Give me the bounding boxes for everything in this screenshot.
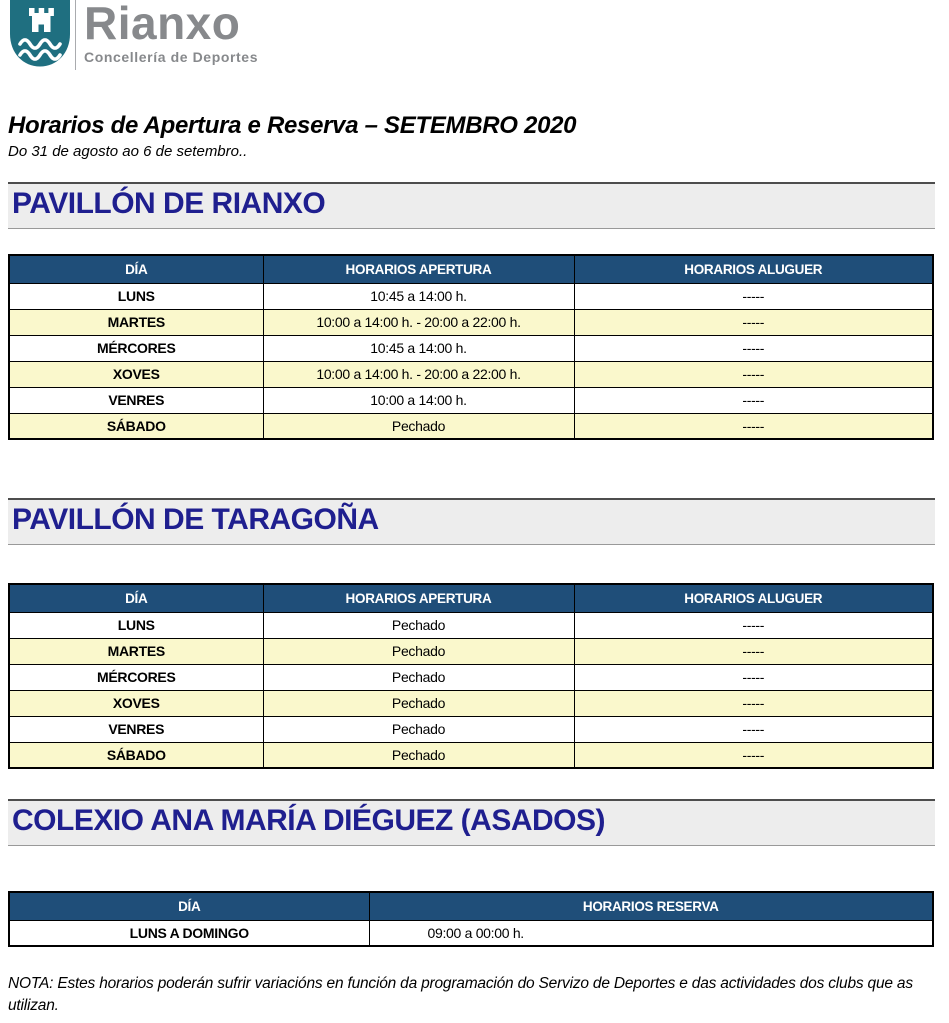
hours-cell: ----- (574, 387, 933, 413)
table-row (9, 664, 933, 690)
hours-cell: ----- (574, 716, 933, 742)
column-header: HORARIOS APERTURA (263, 255, 574, 283)
castle-waves-shield-icon (10, 0, 70, 68)
column-header: HORARIOS ALUGUER (574, 255, 933, 283)
day-cell: VENRES (9, 387, 263, 413)
hours-cell: ----- (574, 742, 933, 768)
section-title: COLEXIO ANA MARÍA DIÉGUEZ (ASADOS) (12, 804, 606, 837)
table-row (9, 361, 933, 387)
table-row (9, 920, 933, 946)
hours-cell: 10:00 a 14:00 h. - 20:00 a 22:00 h. (263, 309, 574, 335)
horarios-table-rianxo (8, 254, 934, 440)
logo-department-label: Concellería de Deportes (84, 49, 259, 65)
rianxo-logo (2, 0, 935, 72)
table-row (9, 612, 933, 638)
horarios-table-taragona (8, 583, 934, 769)
hours-cell: Pechado (263, 690, 574, 716)
day-cell: XOVES (9, 361, 263, 387)
table-header-row (9, 892, 933, 920)
page-subtitle: Do 31 de agosto ao 6 de setembro.. (8, 143, 248, 160)
column-header: DÍA (9, 255, 263, 283)
table-row (9, 309, 933, 335)
hours-cell: ----- (574, 638, 933, 664)
day-cell: MÉRCORES (9, 335, 263, 361)
table-row (9, 283, 933, 309)
hours-cell: ----- (574, 690, 933, 716)
hours-cell: ----- (574, 664, 933, 690)
hours-cell: ----- (574, 612, 933, 638)
hours-cell: 10:00 a 14:00 h. (263, 387, 574, 413)
section-title: PAVILLÓN DE TARAGOÑA (12, 503, 379, 536)
day-cell: LUNS (9, 283, 263, 309)
hours-cell: Pechado (263, 612, 574, 638)
footer-note: NOTA: Estes horarios poderán sufrir variacións en función da programación do Servizo de Deportes e das actividades dos clubs que as utilizan. (8, 975, 913, 1015)
hours-cell: 10:45 a 14:00 h. (263, 335, 574, 361)
day-cell: SÁBADO (9, 742, 263, 768)
column-header: DÍA (9, 584, 263, 612)
day-cell: MÉRCORES (9, 664, 263, 690)
hours-cell: Pechado (263, 638, 574, 664)
table-header-row (9, 584, 933, 612)
table-row (9, 716, 933, 742)
hours-cell: ----- (574, 283, 933, 309)
section-header-colexio-asados (8, 799, 935, 846)
logo-wordmark: Rianxo (84, 0, 241, 49)
table-row (9, 387, 933, 413)
table-row (9, 413, 933, 439)
table-row (9, 690, 933, 716)
hours-cell: Pechado (263, 664, 574, 690)
section-title: PAVILLÓN DE RIANXO (12, 187, 326, 220)
hours-cell: 10:45 a 14:00 h. (263, 283, 574, 309)
day-cell: LUNS A DOMINGO (9, 920, 369, 946)
day-cell: VENRES (9, 716, 263, 742)
hours-cell: Pechado (263, 742, 574, 768)
column-header: HORARIOS RESERVA (369, 892, 933, 920)
day-cell: SÁBADO (9, 413, 263, 439)
page-title: Horarios de Apertura e Reserva – SETEMBRO 2020 (8, 112, 577, 139)
column-header: HORARIOS ALUGUER (574, 584, 933, 612)
table-row (9, 638, 933, 664)
section-header-pavillon-rianxo (8, 182, 935, 229)
hours-cell: 10:00 a 14:00 h. - 20:00 a 22:00 h. (263, 361, 574, 387)
hours-cell: Pechado (263, 716, 574, 742)
day-cell: XOVES (9, 690, 263, 716)
hours-cell: Pechado (263, 413, 574, 439)
table-row (9, 335, 933, 361)
hours-cell: ----- (574, 413, 933, 439)
table-header-row (9, 255, 933, 283)
logo-divider (75, 0, 76, 70)
day-cell: LUNS (9, 612, 263, 638)
hours-cell: ----- (574, 335, 933, 361)
column-header: HORARIOS APERTURA (263, 584, 574, 612)
day-cell: MARTES (9, 638, 263, 664)
day-cell: MARTES (9, 309, 263, 335)
table-row (9, 742, 933, 768)
section-header-pavillon-taragona (8, 498, 935, 545)
hours-cell: ----- (574, 309, 933, 335)
hours-cell: ----- (574, 361, 933, 387)
hours-cell: 09:00 a 00:00 h. (369, 920, 933, 946)
column-header: DÍA (9, 892, 369, 920)
horarios-table-colexio (8, 891, 934, 947)
